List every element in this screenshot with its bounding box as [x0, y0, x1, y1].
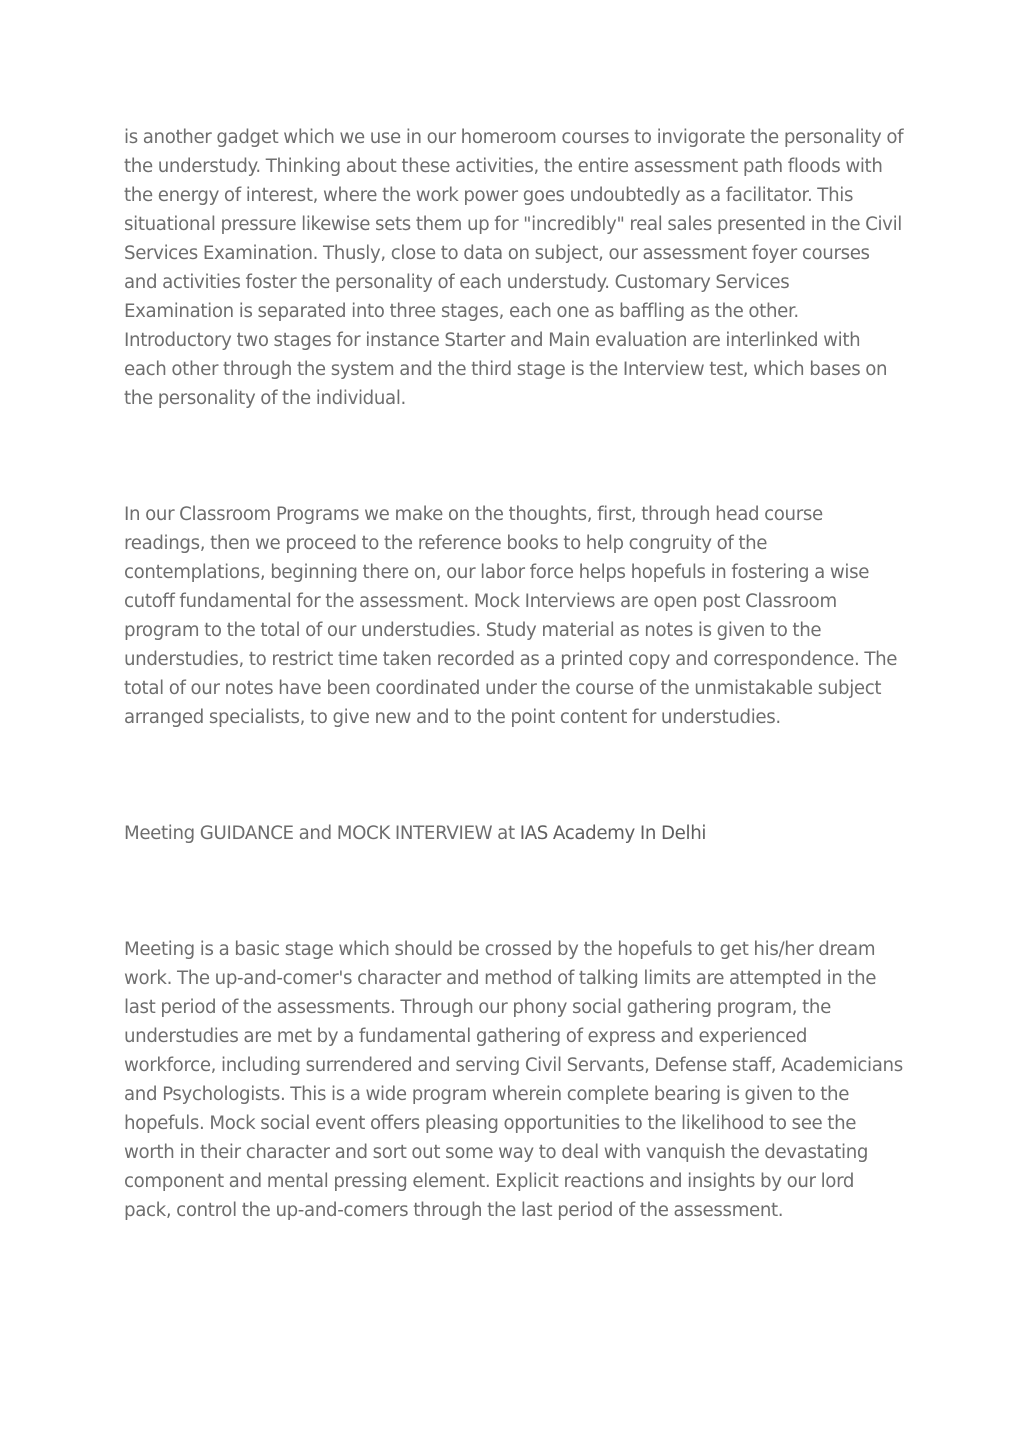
section-heading: [124, 819, 904, 848]
paragraph-meeting: Meeting is a basic stage which should be crossed by the hopefuls to get his/her dream work. The up-and-comer's character and method of talking limits are attempted in the last period of the assessments. Through our phony social gathering program, the understudies are met by a fundamental gathering of express and experienced workforce, including surrendered and serving Civil Servants, Defense staff, Academicians and Psychologists. This is a wide program wherein complete bearing is given to the hopefuls. Mock social event offers pleasing opportunities to the likelihood to see the worth in their character and sort out some way to deal with vanquish the devastating component and mental pressing element. Explicit reactions and insights by our lord pack, control the up-and-comers through the last period of the assessment.: [124, 939, 903, 1221]
paragraph-personality: is another gadget which we use in our homeroom courses to invigorate the personality of the understudy. Thinking about these activities, the entire assessment path floods with the energy of interest, where the work power goes undoubtedly as a facilitator. This situational pressure likewise sets them up for "incredibly" real sales presented in the Civil Services Examination. Thusly, close to data on subject, our assessment foyer courses and activities foster the personality of each understudy. Customary Services Examination is separated into three stages, each one as baffling as the other. Introductory two stages for instance Starter and Main evaluation are interlinked with each other through the system and the third stage is the Interview test, which bases on the personality of the individual.: [124, 127, 904, 409]
paragraph-classroom-programs: In our Classroom Programs we make on the thoughts, first, through head course readings, then we proceed to the reference books to help congruity of the contemplations, beginning there on, our labor force helps hopefuls in fostering a wise cutoff fundamental for the assessment. Mock Interviews are open post Classroom program to the total of our understudies. Study material as notes is given to the understudies, to restrict time taken recorded as a printed copy and correspondence. The total of our notes have been coordinated under the course of the unmistakable subject arranged specialists, to give new and to the point content for understudies.: [124, 504, 898, 728]
document-page: [124, 123, 904, 1225]
section-heading-text: Meeting GUIDANCE and MOCK INTERVIEW at: [124, 823, 520, 844]
ias-academy-link[interactable]: IAS Academy In Delhi: [519, 823, 707, 844]
